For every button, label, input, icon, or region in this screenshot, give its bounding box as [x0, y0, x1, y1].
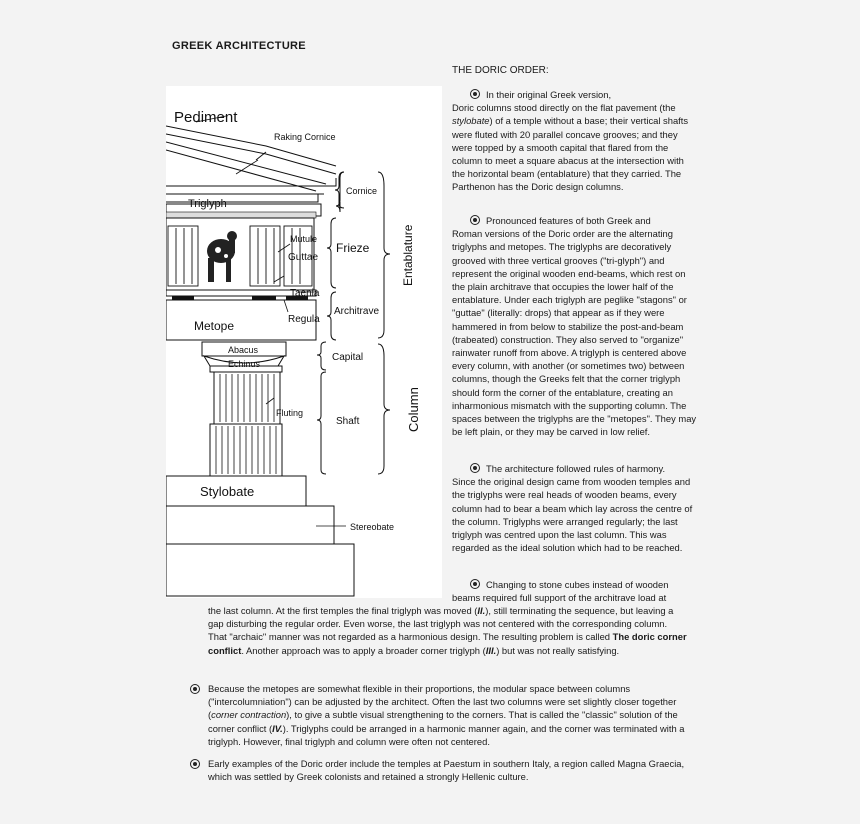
label-taenia: Taenia [290, 288, 320, 299]
label-column: Column [406, 387, 421, 432]
label-entablature: Entablature [401, 224, 415, 286]
label-capital: Capital [332, 352, 364, 363]
bullet-icon [190, 759, 200, 769]
label-frieze: Frieze [336, 241, 370, 255]
label-cornice: Cornice [346, 186, 378, 196]
label-pediment: Pediment [174, 109, 238, 126]
label-echinus: Echinus [228, 359, 261, 369]
bullet-icon [470, 579, 480, 589]
paragraph-corner-conflict: the last column. At the first temples the final triglyph was moved (II.), still terminating the sequence, but leaving a gap disturbing the regular order. Even worse, the last triglyph was not centered with the corresponding column. That "archaic" manner was not regarded as a harmonious design. The resulting problem is called The doric corner conflict. Another approach was to apply a broader corner triglyph (III.) but was not really satisfying. [208, 605, 687, 656]
bullet-icon [470, 89, 480, 99]
label-triglyph: Triglyph [188, 198, 227, 210]
bullet-paestum: Early examples of the Doric order include the temples at Paestum in southern Italy, a region called Magna Graecia, which was settled by Greek colonists and retained a strongly Hellenic culture. [190, 757, 700, 783]
label-stereobate: Stereobate [350, 522, 395, 532]
label-architrave: Architrave [334, 306, 380, 317]
label-shaft: Shaft [336, 416, 360, 427]
label-fluting: Fluting [276, 408, 304, 418]
bullet-corner-contraction: Because the metopes are somewhat flexible in their proportions, the modular space between columns ("intercolumniation") can be adjusted by the architect. Often the last two columns were set slightly closer together (corner contraction), to give a subtle visual strengthening to the corners. That is called the "classic" solution of the corner conflict (IV.). Triglyphs could be arranged in a harmonic manner again, and the corner was terminated with a triglyph. However, final triglyph and column were often not centered. [190, 682, 700, 748]
paragraph-pronounced-features: Pronounced features of both Greek and Roman versions of the Doric order are the alternating triglyphs and metopes. The triglyphs are decoratively grooved with three vertical grooves ("tri-glyph") and represent the original wooden end-beams, which rest on the plain architrave that occupies the lower half of the entablature. Under each triglyph are peglike "stagons" or "guttae" (literally: drops) that appear as if they were hammered in from below to stabilize the post-and-beam (trabeated) construction. They also served to "organize" rainwater runoff from above. A triglyph is centered above every column, with another (or sometimes two) between columns, though the Greeks felt that the corner triglyph should form the corner of the entablature, creating an inharmonious mismatch with the supporting column. The spaces between the triglyphs are the "metopes". They may be left plain, or they may be carved in low relief. [452, 215, 697, 438]
document-title: GREEK ARCHITECTURE [172, 40, 306, 52]
label-raking-cornice: Raking Cornice [274, 132, 336, 142]
label-stylobate: Stylobate [200, 484, 255, 499]
bullet-icon [470, 463, 480, 473]
term-doric-corner-conflict: The doric corner conflict [208, 631, 687, 656]
label-regula: Regula [288, 314, 320, 325]
label-abacus: Abacus [228, 345, 259, 355]
paragraph-stone-cubes: Changing to stone cubes instead of wooden beams required full support of the architrave load at [452, 579, 669, 604]
label-mutule: Mutule [290, 234, 318, 244]
doric-order-diagram [166, 86, 442, 598]
doric-order-illustration [166, 86, 442, 598]
section-heading: THE DORIC ORDER: [452, 65, 549, 76]
label-guttae: Guttae [288, 252, 319, 263]
bullet-icon [470, 215, 480, 225]
paragraph-rules-of-harmony: The architecture followed rules of harmony. Since the original design came from wooden temples and the triglyphs were real heads of wooden beams, every column had to bear a beam which lay across the centre of the column. Triglyphs were arranged regularly; the last triglyph was centred upon the last column. This was regarded as the ideal solution which had to be reached. [452, 463, 693, 554]
bullet-icon [190, 684, 200, 694]
label-metope: Metope [194, 319, 235, 333]
paragraph-original-greek-version: In their original Greek version, Doric columns stood directly on the flat pavement (the stylobate) of a temple without a base; their vertical shafts were fluted with 20 parallel concave grooves; and they were topped by a smooth capital that flared from the column to meet a square abacus at the intersection with the horizontal beam (entablature) that they carried. The Parthenon has the Doric design columns. [452, 89, 689, 193]
